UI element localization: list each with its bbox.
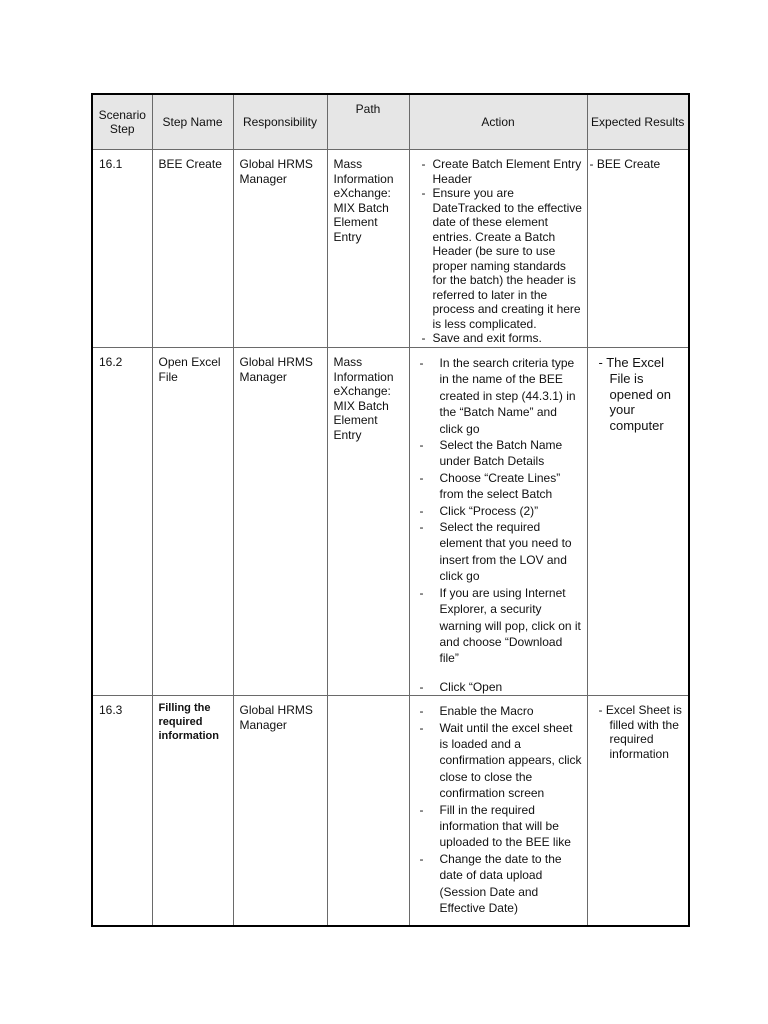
action-item bbox=[410, 186, 583, 331]
action-item bbox=[410, 851, 583, 884]
cell-scenario-step bbox=[92, 348, 152, 696]
path-text: Mass Information eXchange: MIX Batch Element Entry bbox=[333, 157, 394, 244]
header-path: Path bbox=[327, 94, 409, 150]
cell-path bbox=[327, 150, 409, 348]
dash-bullet: - bbox=[421, 157, 426, 171]
cell-expected-results bbox=[587, 696, 689, 927]
dash-bullet: - bbox=[419, 679, 424, 694]
responsibility-text: Global HRMS Manager bbox=[239, 703, 313, 732]
action-text: Select the required element that you need to insert from the LOV and click go bbox=[439, 520, 572, 584]
action-text: Click “Process (2)” bbox=[439, 503, 539, 518]
action-item bbox=[410, 503, 583, 519]
step-name-text: BEE Create bbox=[158, 157, 222, 171]
expected-result bbox=[588, 696, 689, 761]
action-item bbox=[410, 519, 583, 585]
action-list bbox=[410, 348, 587, 695]
action-text: Enable the Macro bbox=[439, 704, 534, 719]
header-step-name: Step Name bbox=[152, 94, 233, 150]
action-item bbox=[410, 884, 583, 917]
cell-path bbox=[327, 348, 409, 696]
table-header-row bbox=[92, 94, 689, 150]
cell-expected-results bbox=[587, 348, 689, 696]
action-item bbox=[410, 437, 583, 470]
dash-bullet: - bbox=[419, 503, 424, 518]
step-name-text: Open Excel File bbox=[158, 355, 221, 384]
action-text: Change the date to the date of data upload bbox=[439, 851, 562, 883]
cell-action bbox=[409, 150, 587, 348]
dash-bullet: - bbox=[421, 186, 426, 200]
dash-bullet: - bbox=[419, 438, 424, 453]
cell-path bbox=[327, 696, 409, 927]
action-item bbox=[410, 720, 583, 802]
action-text: Ensure you are DateTracked to the effective date of these element entries. Create a Batch Header (be sure to use proper naming standards for the batch) the header is referred to later in the process and creating it here is less complicated. bbox=[432, 186, 582, 331]
cell-expected-results bbox=[587, 150, 689, 348]
scenario-step-text: 16.2 bbox=[99, 355, 123, 369]
header-action: Action bbox=[409, 94, 587, 150]
table-row bbox=[92, 150, 689, 348]
action-text: Wait until the excel sheet is loaded and a confirmation appears, click close to close the confirmation screen bbox=[439, 720, 582, 801]
dash-bullet: - bbox=[419, 720, 424, 735]
dash-bullet: - bbox=[419, 802, 424, 817]
dash-bullet: - bbox=[419, 704, 424, 719]
expected-text: The Excel File is opened on your computer bbox=[606, 355, 671, 434]
header-scenario-step: Scenario Step bbox=[92, 94, 152, 150]
action-text: Click “Open bbox=[439, 679, 503, 694]
path-text: Mass Information eXchange: MIX Batch Element Entry bbox=[333, 355, 394, 442]
cell-action bbox=[409, 348, 587, 696]
expected-text: BEE Create bbox=[596, 157, 661, 171]
table-row bbox=[92, 348, 689, 696]
action-text: Choose “Create Lines” from the select Batch bbox=[439, 470, 561, 502]
cell-responsibility bbox=[233, 150, 327, 348]
cell-responsibility bbox=[233, 348, 327, 696]
step-name-text: Filling the required information bbox=[158, 702, 219, 743]
scenario-step-text: 16.1 bbox=[99, 157, 123, 171]
action-text: (Session Date and Effective Date) bbox=[439, 884, 539, 915]
action-item bbox=[410, 679, 583, 695]
dash-bullet: - bbox=[419, 470, 424, 485]
path-text bbox=[328, 696, 409, 703]
expected-result bbox=[588, 348, 689, 434]
responsibility-text: Global HRMS Manager bbox=[239, 157, 313, 186]
responsibility-text: Global HRMS Manager bbox=[239, 355, 313, 384]
cell-responsibility bbox=[233, 696, 327, 927]
cell-step-name bbox=[152, 150, 233, 348]
table-row bbox=[92, 696, 689, 927]
action-item bbox=[410, 470, 583, 503]
dash-bullet: - bbox=[589, 157, 597, 171]
action-item bbox=[410, 355, 583, 437]
scenario-table bbox=[91, 93, 690, 927]
action-text: Create Batch Element Entry Header bbox=[432, 157, 582, 186]
expected-text: Excel Sheet is filled with the required information bbox=[605, 703, 682, 761]
action-text: In the search criteria type in the name of the BEE created in step (44.3.1) in the “Batch Name” and click go bbox=[439, 356, 576, 436]
dash-bullet: - bbox=[419, 585, 424, 600]
dash-bullet: - bbox=[598, 703, 606, 718]
action-text: If you are using Internet Explorer, a security warning will pop, click on it and choose “Download file” bbox=[439, 585, 581, 666]
expected-result bbox=[588, 150, 689, 172]
cell-step-name bbox=[152, 696, 233, 927]
header-expected-results: Expected Results bbox=[587, 94, 689, 150]
dash-bullet: - bbox=[598, 355, 607, 370]
cell-scenario-step bbox=[92, 696, 152, 927]
action-list bbox=[410, 150, 587, 346]
dash-bullet: - bbox=[421, 331, 426, 345]
dash-bullet: - bbox=[419, 356, 424, 370]
action-text: Select the Batch Name under Batch Details bbox=[439, 438, 563, 469]
action-item bbox=[410, 703, 583, 719]
cell-action bbox=[409, 696, 587, 927]
header-responsibility: Responsibility bbox=[233, 94, 327, 150]
scenario-step-text: 16.3 bbox=[99, 703, 123, 718]
action-text: Save and exit forms. bbox=[432, 331, 542, 345]
action-text: Fill in the required information that will be uploaded to the BEE like bbox=[439, 802, 571, 850]
action-item bbox=[410, 802, 583, 851]
cell-scenario-step bbox=[92, 150, 152, 348]
action-item bbox=[410, 331, 583, 346]
action-item bbox=[410, 585, 583, 667]
dash-bullet: - bbox=[419, 851, 424, 866]
dash-bullet: - bbox=[419, 520, 424, 535]
cell-step-name bbox=[152, 348, 233, 696]
action-item bbox=[410, 157, 583, 186]
action-list bbox=[410, 696, 587, 916]
